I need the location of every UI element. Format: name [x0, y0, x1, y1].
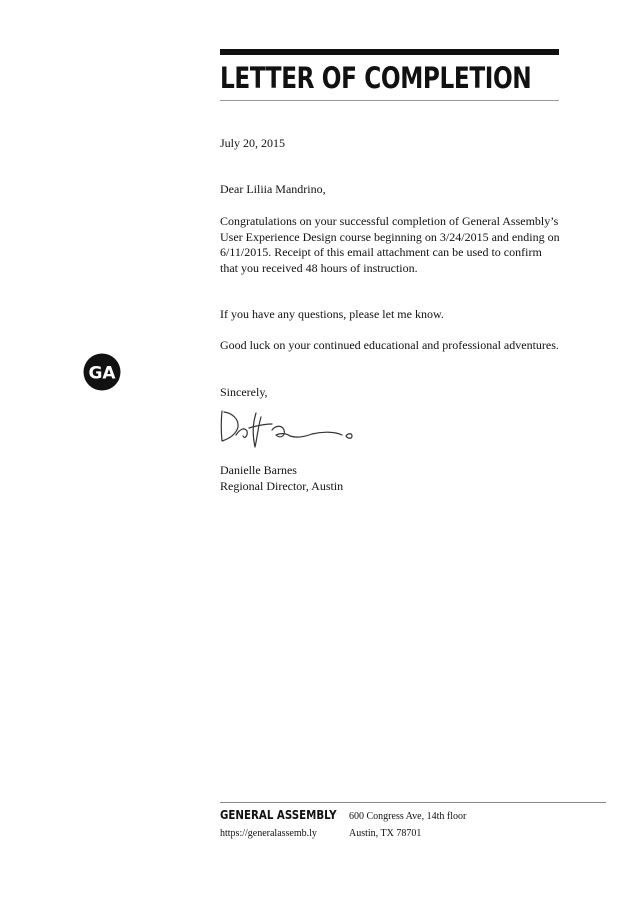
handwritten-signature-icon [214, 403, 364, 453]
title-divider [220, 100, 559, 101]
signer-title: Regional Director, Austin [220, 479, 344, 493]
salutation: Dear Liliia Mandrino, [220, 182, 326, 196]
footer-address-line-2: Austin, TX 78701 [349, 828, 422, 839]
signer-name: Danielle Barnes [220, 463, 297, 477]
letter-date: July 20, 2015 [220, 136, 286, 150]
footer-address-line-1: 600 Congress Ave, 14th floor [349, 811, 467, 822]
top-rule [220, 49, 559, 55]
closing: Sincerely, [220, 385, 268, 399]
footer-website: https://generalassemb.ly [220, 828, 317, 839]
ga-logo-icon [83, 353, 121, 391]
footer-divider [220, 802, 606, 803]
footer-brand: GENERAL ASSEMBLY [220, 807, 337, 822]
body-paragraph-2: If you have any questions, please let me know. [220, 307, 444, 321]
body-paragraph-3: Good luck on your continued educational and professional adventures. [220, 338, 559, 352]
page-title: LETTER OF COMPLETION [220, 61, 532, 95]
body-paragraph-1: Congratulations on your successful completion of General Assembly’s User Experience Design course beginning on 3/24/2015 and ending on 6/11/2015. Receipt of this email attachment can be used to confirm that you received 48 hours of instruction. [220, 214, 560, 275]
ga-logo-text: GA [88, 363, 116, 384]
